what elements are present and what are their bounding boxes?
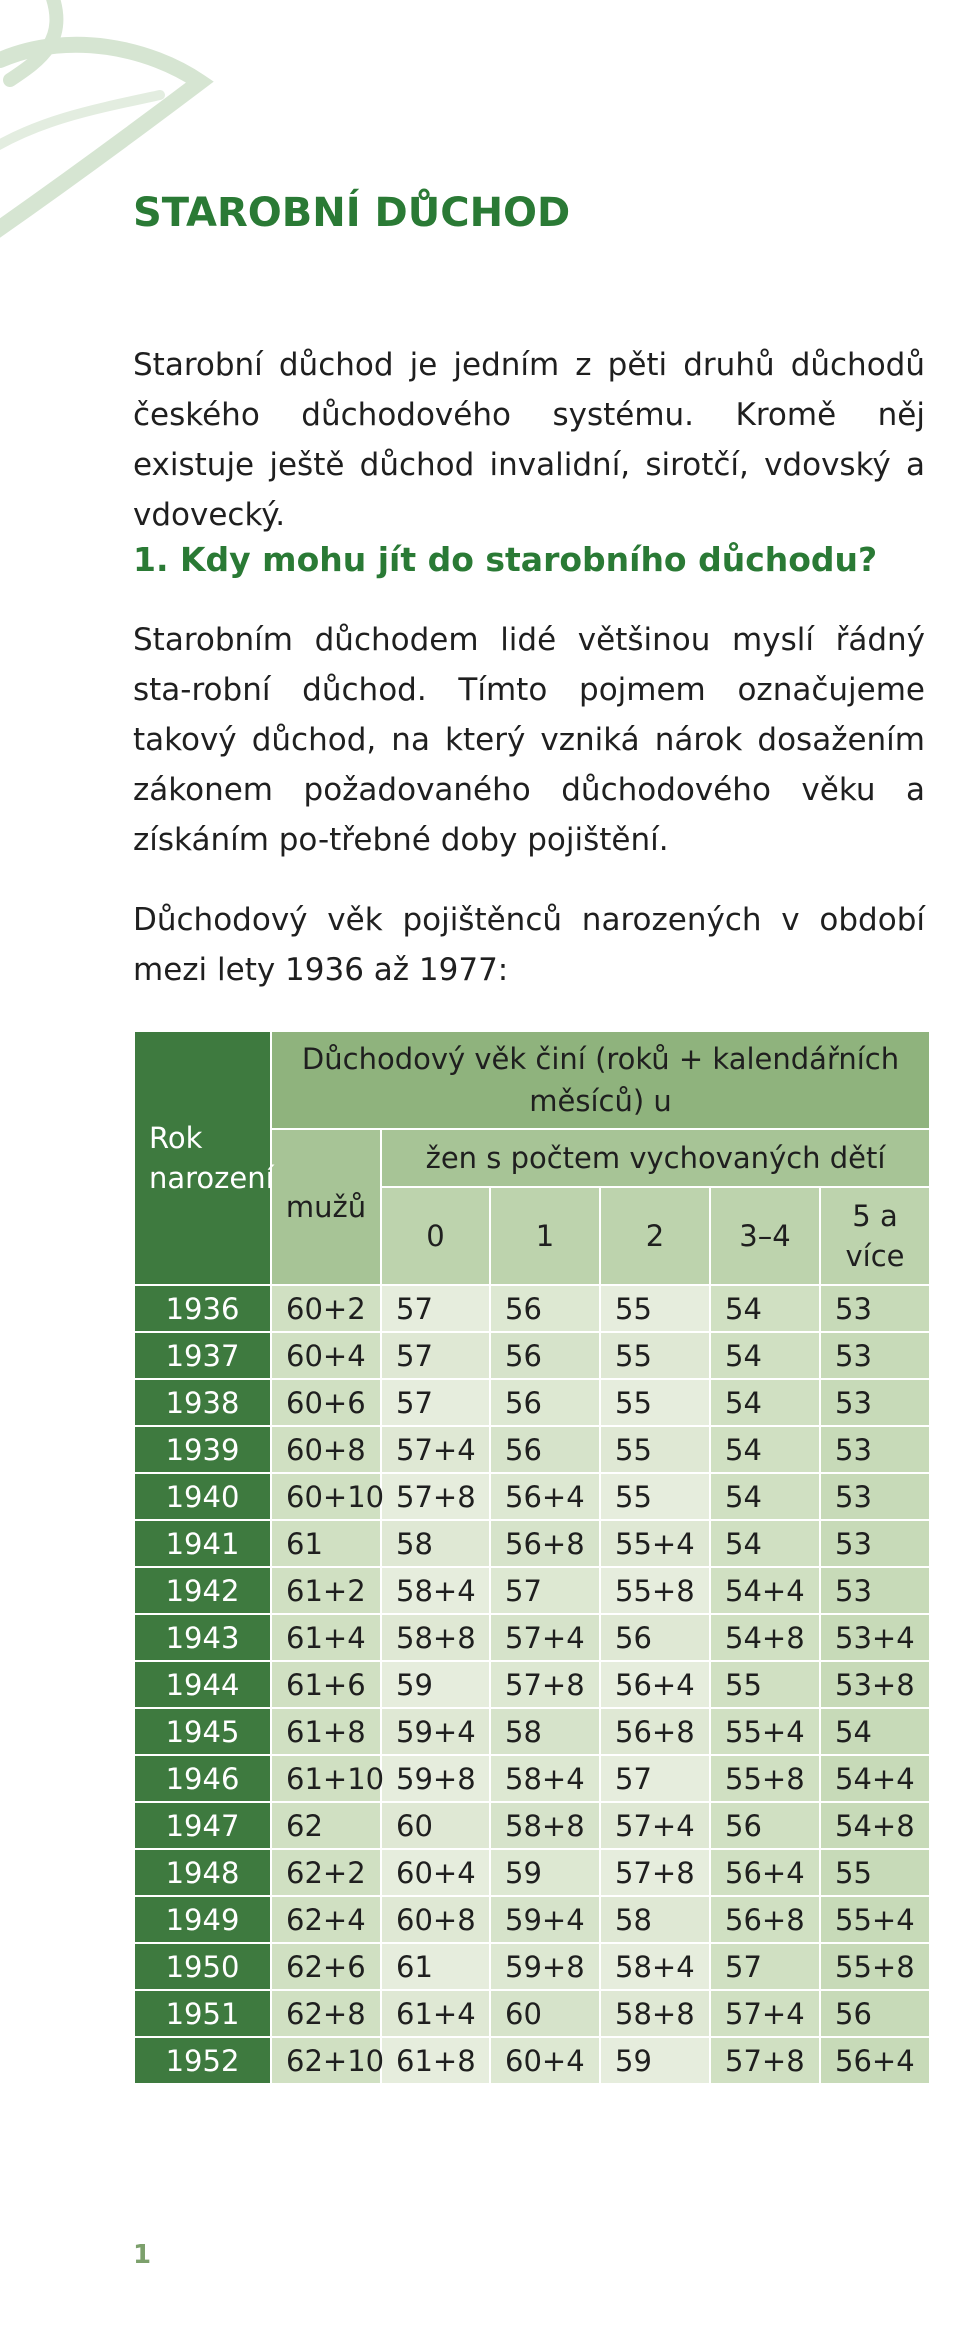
age-cell: 61+6 [271, 1661, 381, 1708]
age-cell: 60+8 [271, 1426, 381, 1473]
age-cell: 54 [710, 1426, 820, 1473]
age-cell: 57+4 [490, 1614, 600, 1661]
header-women: žen s počtem vychovaných dětí [381, 1129, 930, 1187]
table-row [134, 1285, 930, 1332]
age-cell: 59+4 [490, 1896, 600, 1943]
table-row [134, 1379, 930, 1426]
age-cell: 53 [820, 1332, 930, 1379]
age-cell: 53 [820, 1567, 930, 1614]
header-birth-year: Rok narození [134, 1031, 271, 1285]
table-row [134, 1661, 930, 1708]
age-cell: 58+4 [600, 1943, 710, 1990]
header-retirement-age: Důchodový věk činí (roků + kalendářních měsíců) u [271, 1031, 930, 1129]
table-row [134, 1896, 930, 1943]
table-row [134, 1614, 930, 1661]
birth-year-cell: 1942 [134, 1567, 271, 1614]
birth-year-cell: 1940 [134, 1473, 271, 1520]
age-cell: 58 [600, 1896, 710, 1943]
birth-year-cell: 1943 [134, 1614, 271, 1661]
age-cell: 57+4 [600, 1802, 710, 1849]
birth-year-cell: 1944 [134, 1661, 271, 1708]
age-cell: 55 [820, 1849, 930, 1896]
age-cell: 53 [820, 1473, 930, 1520]
header-children-1: 1 [490, 1187, 600, 1285]
age-cell: 59 [600, 2037, 710, 2084]
table-row [134, 1426, 930, 1473]
age-cell: 57 [381, 1332, 490, 1379]
age-cell: 62+10 [271, 2037, 381, 2084]
table-row [134, 1332, 930, 1379]
age-cell: 56+8 [710, 1896, 820, 1943]
age-cell: 58+8 [490, 1802, 600, 1849]
birth-year-cell: 1952 [134, 2037, 271, 2084]
age-cell: 55 [600, 1285, 710, 1332]
age-cell: 59+8 [381, 1755, 490, 1802]
age-cell: 61 [271, 1520, 381, 1567]
age-cell: 56+4 [820, 2037, 930, 2084]
age-cell: 55 [600, 1426, 710, 1473]
age-cell: 61+4 [271, 1614, 381, 1661]
age-cell: 53 [820, 1285, 930, 1332]
age-cell: 56 [490, 1426, 600, 1473]
table-row [134, 1708, 930, 1755]
retirement-age-table [133, 1030, 931, 2085]
age-cell: 55+8 [600, 1567, 710, 1614]
age-cell: 62+2 [271, 1849, 381, 1896]
age-cell: 60+8 [381, 1896, 490, 1943]
age-cell: 54 [710, 1285, 820, 1332]
age-cell: 53 [820, 1520, 930, 1567]
age-cell: 53 [820, 1426, 930, 1473]
age-cell: 54+8 [710, 1614, 820, 1661]
table-row [134, 2037, 930, 2084]
age-cell: 55+4 [820, 1896, 930, 1943]
age-cell: 55 [600, 1473, 710, 1520]
birth-year-cell: 1941 [134, 1520, 271, 1567]
age-cell: 55 [600, 1379, 710, 1426]
age-cell: 61+10 [271, 1755, 381, 1802]
age-cell: 55+4 [600, 1520, 710, 1567]
age-cell: 54 [710, 1473, 820, 1520]
age-cell: 57+8 [490, 1661, 600, 1708]
age-cell: 60+4 [490, 2037, 600, 2084]
age-cell: 57+4 [710, 1990, 820, 2037]
table-row [134, 1520, 930, 1567]
birth-year-cell: 1937 [134, 1332, 271, 1379]
age-cell: 60 [490, 1990, 600, 2037]
age-cell: 56 [490, 1332, 600, 1379]
age-cell: 56+4 [710, 1849, 820, 1896]
age-cell: 61 [381, 1943, 490, 1990]
age-cell: 56 [820, 1990, 930, 2037]
age-cell: 62+8 [271, 1990, 381, 2037]
age-cell: 54+8 [820, 1802, 930, 1849]
age-cell: 56 [490, 1285, 600, 1332]
age-cell: 57 [710, 1943, 820, 1990]
age-cell: 54+4 [710, 1567, 820, 1614]
age-cell: 60+6 [271, 1379, 381, 1426]
age-cell: 55+8 [710, 1755, 820, 1802]
table-row [134, 1567, 930, 1614]
age-cell: 61+8 [271, 1708, 381, 1755]
age-cell: 58+4 [381, 1567, 490, 1614]
birth-year-cell: 1938 [134, 1379, 271, 1426]
age-cell: 57+8 [600, 1849, 710, 1896]
table-row [134, 1473, 930, 1520]
age-cell: 60+4 [381, 1849, 490, 1896]
birth-year-cell: 1939 [134, 1426, 271, 1473]
birth-year-cell: 1936 [134, 1285, 271, 1332]
age-cell: 62+6 [271, 1943, 381, 1990]
table-row [134, 1943, 930, 1990]
intro-paragraph: Starobní důchod je jedním z pěti druhů důchodů českého důchodového systému. Kromě něj existuje ještě důchod invalidní, sirotčí, vdovský a vdovecký. [133, 347, 925, 533]
birth-year-cell: 1948 [134, 1849, 271, 1896]
age-cell: 59+4 [381, 1708, 490, 1755]
table-row [134, 1802, 930, 1849]
age-cell: 58+8 [381, 1614, 490, 1661]
table-row [134, 1990, 930, 2037]
table-row [134, 1849, 930, 1896]
birth-year-cell: 1947 [134, 1802, 271, 1849]
age-cell: 60+10 [271, 1473, 381, 1520]
age-cell: 55+8 [820, 1943, 930, 1990]
age-cell: 53+4 [820, 1614, 930, 1661]
birth-year-cell: 1945 [134, 1708, 271, 1755]
age-cell: 56+8 [600, 1708, 710, 1755]
age-cell: 60 [381, 1802, 490, 1849]
age-cell: 56 [600, 1614, 710, 1661]
age-cell: 60+2 [271, 1285, 381, 1332]
age-cell: 56 [710, 1802, 820, 1849]
header-children-2: 2 [600, 1187, 710, 1285]
table-row [134, 1755, 930, 1802]
age-cell: 57+8 [381, 1473, 490, 1520]
header-children-5-more: 5 a více [820, 1187, 930, 1285]
age-cell: 56+4 [490, 1473, 600, 1520]
age-cell: 62+4 [271, 1896, 381, 1943]
header-men: mužů [271, 1129, 381, 1285]
age-cell: 58+4 [490, 1755, 600, 1802]
age-cell: 54 [710, 1332, 820, 1379]
age-cell: 59+8 [490, 1943, 600, 1990]
age-cell: 54 [710, 1379, 820, 1426]
age-cell: 59 [490, 1849, 600, 1896]
age-cell: 57+4 [381, 1426, 490, 1473]
age-cell: 54 [820, 1708, 930, 1755]
page-title: STAROBNÍ DŮCHOD [133, 190, 571, 236]
age-cell: 53 [820, 1379, 930, 1426]
age-cell: 56+4 [600, 1661, 710, 1708]
age-cell: 54 [710, 1520, 820, 1567]
birth-year-cell: 1949 [134, 1896, 271, 1943]
age-cell: 59 [381, 1661, 490, 1708]
birth-year-cell: 1951 [134, 1990, 271, 2037]
age-cell: 58 [490, 1708, 600, 1755]
age-cell: 57+8 [710, 2037, 820, 2084]
header-children-3-4: 3–4 [710, 1187, 820, 1285]
age-cell: 57 [381, 1285, 490, 1332]
age-cell: 58+8 [600, 1990, 710, 2037]
age-cell: 60+4 [271, 1332, 381, 1379]
age-cell: 61+4 [381, 1990, 490, 2037]
header-children-0: 0 [381, 1187, 490, 1285]
age-cell: 55+4 [710, 1708, 820, 1755]
age-cell: 54+4 [820, 1755, 930, 1802]
body-paragraph: Starobním důchodem lidé většinou myslí řádný sta-robní důchod. Tímto pojmem označujeme takový důchod, na který vzniká nárok dosažením zákonem požadovaného důchodového věku a získáním po-třebné doby pojištění. [133, 622, 925, 858]
age-cell: 58 [381, 1520, 490, 1567]
table-intro-paragraph: Důchodový věk pojištěnců narozených v období mezi lety 1936 až 1977: [133, 902, 925, 988]
birth-year-cell: 1946 [134, 1755, 271, 1802]
page-number: 1 [133, 2240, 152, 2270]
age-cell: 57 [490, 1567, 600, 1614]
age-cell: 53+8 [820, 1661, 930, 1708]
birth-year-cell: 1950 [134, 1943, 271, 1990]
age-cell: 55 [710, 1661, 820, 1708]
section-heading: 1. Kdy mohu jít do starobního důchodu? [133, 540, 878, 579]
age-cell: 56+8 [490, 1520, 600, 1567]
age-cell: 55 [600, 1332, 710, 1379]
age-cell: 56 [490, 1379, 600, 1426]
age-cell: 61+8 [381, 2037, 490, 2084]
age-cell: 61+2 [271, 1567, 381, 1614]
age-cell: 62 [271, 1802, 381, 1849]
age-cell: 57 [381, 1379, 490, 1426]
age-cell: 57 [600, 1755, 710, 1802]
